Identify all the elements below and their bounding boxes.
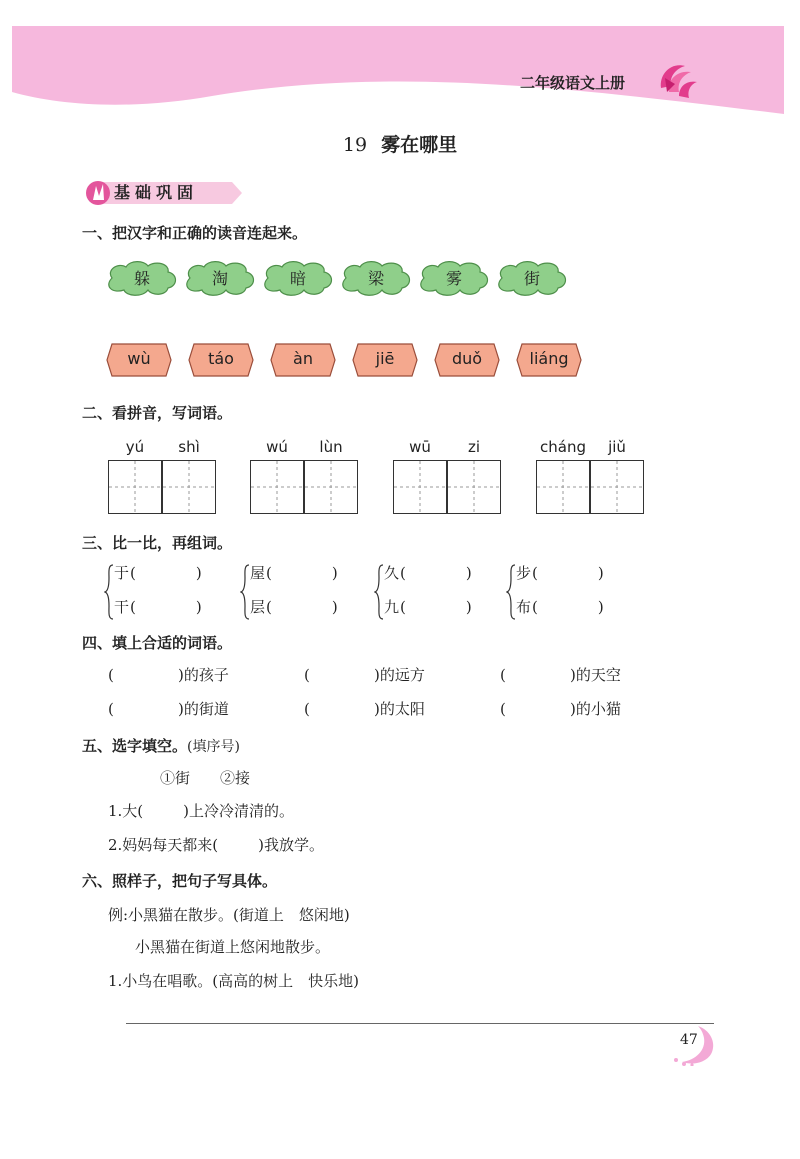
character-cloud	[104, 258, 180, 298]
lesson-name: 雾在哪里	[381, 134, 458, 156]
pinyin-label: wù	[127, 349, 151, 368]
compare-char: 步	[516, 564, 532, 582]
pinyin-syllable: cháng	[540, 438, 586, 456]
example-answer: 小黑猫在街道上悠闲地散步。	[135, 938, 331, 956]
q5-item[interactable]: 2.妈妈每天都来( )我放学。	[108, 836, 325, 854]
pinyin-tag[interactable]	[352, 343, 418, 377]
character-label: 街	[523, 269, 540, 288]
pinyin-syllable: lùn	[319, 438, 343, 456]
q2-title: 二、看拼音，写词语。	[82, 404, 233, 422]
compare-group	[244, 560, 354, 622]
answer-paren[interactable]: ( )	[266, 598, 338, 616]
pinyin-syllable: zi	[467, 438, 481, 456]
writing-grid[interactable]	[250, 460, 358, 514]
fill-item[interactable]: ( )的孩子	[108, 666, 229, 684]
writing-grid[interactable]	[393, 460, 501, 514]
book-title: 二年级语文上册	[520, 74, 626, 92]
q3-title: 三、比一比，再组词。	[82, 534, 233, 552]
pinyin-label: jiē	[375, 349, 395, 368]
pinyin-tag[interactable]	[516, 343, 582, 377]
character-label: 躲	[133, 269, 150, 288]
pinyin-word-group	[108, 438, 216, 460]
fill-item[interactable]: ( )的太阳	[304, 700, 425, 718]
brace-icon	[104, 564, 114, 620]
character-label: 雾	[445, 269, 462, 288]
brace-icon	[506, 564, 516, 620]
pinyin-syllable: shì	[178, 438, 200, 456]
q5-item[interactable]: 1.大( )上冷冷清清的。	[108, 802, 295, 820]
page-number: 47	[680, 1032, 698, 1048]
q4-title: 四、填上合适的词语。	[82, 634, 233, 652]
character-label: 暗	[289, 269, 306, 288]
character-cloud	[494, 258, 570, 298]
compare-group	[378, 560, 488, 622]
compare-group	[510, 560, 620, 622]
answer-paren[interactable]: ( )	[400, 598, 472, 616]
compare-char: 九	[384, 598, 400, 616]
compare-char: 干	[114, 598, 130, 616]
pinyin-label: táo	[208, 349, 234, 368]
pinyin-syllable: wū	[409, 438, 431, 456]
answer-paren[interactable]: ( )	[532, 598, 604, 616]
pinyin-syllable: yú	[125, 438, 145, 456]
example-prompt: 例:小黑猫在散步。(街道上 悠闲地)	[108, 906, 350, 924]
compare-char: 层	[250, 598, 266, 616]
character-cloud	[416, 258, 492, 298]
answer-paren[interactable]: ( )	[400, 564, 472, 582]
character-label: 梁	[367, 269, 384, 288]
pinyin-syllable: jiǔ	[608, 438, 626, 456]
answer-paren[interactable]: ( )	[130, 564, 202, 582]
brace-icon	[374, 564, 384, 620]
pinyin-label: duǒ	[451, 349, 483, 368]
compare-char: 久	[384, 564, 400, 582]
pinyin-tag[interactable]	[106, 343, 172, 377]
fill-item[interactable]: ( )的远方	[304, 666, 425, 684]
pinyin-word-group	[250, 438, 358, 460]
lesson-title	[0, 130, 800, 157]
pinyin-word-group	[536, 438, 644, 460]
publisher-logo-icon	[655, 58, 699, 102]
pinyin-tag[interactable]	[434, 343, 500, 377]
writing-grid[interactable]	[108, 460, 216, 514]
fill-item[interactable]: ( )的小猫	[500, 700, 621, 718]
fill-item[interactable]: ( )的街道	[108, 700, 229, 718]
q6-item: 1.小鸟在唱歌。(高高的树上 快乐地)	[108, 972, 360, 990]
character-cloud	[338, 258, 414, 298]
pinyin-label: liáng	[529, 349, 569, 368]
section-banner-label: 基础巩固	[114, 183, 199, 202]
q1-title: 一、把汉字和正确的读音连起来。	[82, 224, 308, 242]
pinyin-label: àn	[293, 349, 313, 368]
answer-paren[interactable]: ( )	[130, 598, 202, 616]
lesson-number: 19	[342, 134, 368, 156]
character-cloud	[260, 258, 336, 298]
compare-char: 布	[516, 598, 532, 616]
answer-paren[interactable]: ( )	[266, 564, 338, 582]
character-label: 淘	[211, 269, 228, 288]
pinyin-tag[interactable]	[188, 343, 254, 377]
pinyin-tag[interactable]	[270, 343, 336, 377]
pinyin-word-group	[393, 438, 501, 460]
compare-char: 屋	[250, 564, 266, 582]
compare-group	[108, 560, 218, 622]
q5-note: (填序号)	[187, 739, 240, 755]
answer-paren[interactable]: ( )	[532, 564, 604, 582]
writing-grid[interactable]	[536, 460, 644, 514]
pinyin-syllable: wú	[266, 438, 288, 456]
q6-title: 六、照样子，把句子写具体。	[82, 872, 278, 890]
compare-char: 于	[114, 564, 130, 582]
brace-icon	[240, 564, 250, 620]
fill-item[interactable]: ( )的天空	[500, 666, 621, 684]
character-cloud	[182, 258, 258, 298]
footer-rule	[126, 1023, 714, 1024]
q5-title: 五、选字填空。(填序号)	[82, 737, 240, 755]
q5-options: ①街 ②接	[160, 769, 251, 787]
